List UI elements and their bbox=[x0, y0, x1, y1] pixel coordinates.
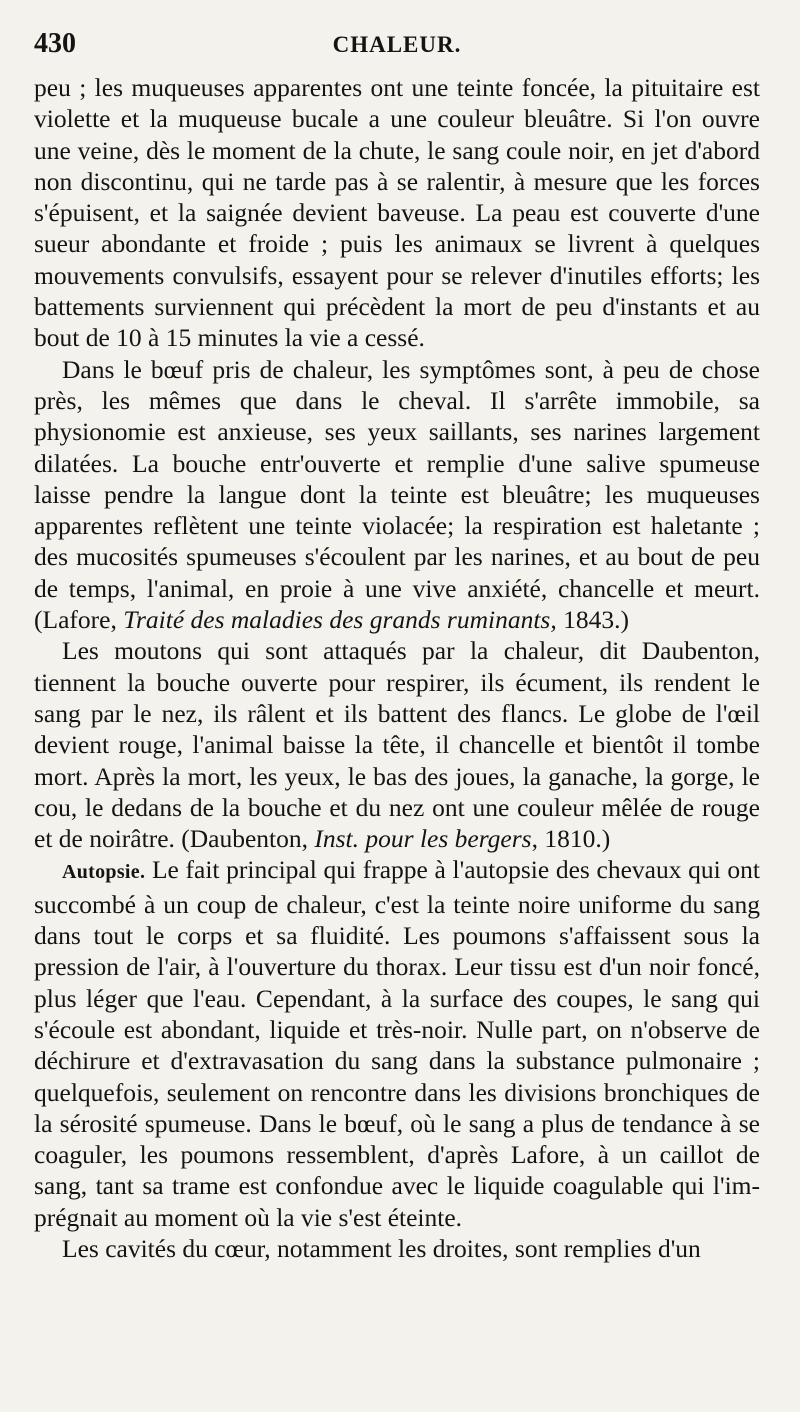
page-number: 430 bbox=[34, 28, 76, 59]
citation-daubenton: Inst. pour les bergers bbox=[314, 824, 532, 854]
page-header bbox=[34, 28, 760, 60]
paragraph-4-text: Le fait principal qui frappe à l'autopsie des chevaux qui ont succombé à un coup de chaleur, c'est la teinte noire uniforme du sang dans tout le corps et sa fluidité. Les poumons s'affaissent sous la pression de l'air, à l'ouverture du thorax. Leur tissu est d'un noir foncé, plus léger que l'eau. Cependant, à la surface des coupes, le sang qui s'écoule est abondant, liquide et très-noir. Nulle part, on n'observe de déchirure et d'extravasation du sang dans la substance pulmonaire ; quelquefois, seulement on rencontre dans les divisions bronchiques de la sérosité spumeuse. Dans le bœuf, où le sang a plus de tendance à se coaguler, les poumons ressemblent, d'après Lafore, à un caillot de sang, tant sa trame est confondue avec le liquide coagulable qui l'imprégnait au moment où la vie s'est éteinte. bbox=[34, 855, 760, 1232]
running-title: CHALEUR. bbox=[332, 32, 462, 57]
paragraph-1: peu ; les muqueuses apparentes ont une teinte foncée, la pituitaire est violette et la muqueuse bucale a une couleur bleuâtre. Si l'on ouvre une veine, dès le moment de la chute, le sang coule noir, en jet d'abord non discontinu, qui ne tarde pas à se ralentir, à mesure que les forces s'épuisent, et la saignée devient baveuse. La peau est couverte d'une sueur abondante et froide ; puis les animaux se livrent à quelques mouvements convulsifs, essayent pour se relever d'inutiles efforts; les battements surviennent qui précèdent la mort de peu d'instants et au bout de 10 à 15 minutes la vie a cessé. bbox=[34, 73, 760, 353]
paragraph-2-end: 1843.) bbox=[556, 605, 629, 635]
citation-lafore: Traité des maladies des grands ruminants, bbox=[123, 605, 557, 635]
section-label-autopsie: Autopsie. bbox=[62, 861, 146, 884]
paragraph-2 bbox=[34, 354, 760, 636]
paragraph-5: Les cavités du cœur, notamment les droites, sont remplies d'un bbox=[62, 1233, 701, 1263]
body-text bbox=[34, 72, 760, 1264]
paragraph-4 bbox=[34, 854, 760, 1233]
paragraph-2-text: Dans le bœuf pris de chaleur, les symptômes sont, à peu de chose près, les mêmes que dans le cheval. Il s'arrête immobile, sa physionomie est anxieuse, ses yeux saillants, ses narines largement dilatées. La bouche entr'ouverte et remplie d'une salive spumeuse laisse pendre la langue dont la teinte est bleuâtre; les muqueuses apparentes reflètent une teinte violacée; la respiration est haletante ; des mucosités spumeuses s'écoulent par les narines, et au bout de peu de temps, l'animal, en proie à une vive anxiété, chancelle et meurt. (Lafore, bbox=[34, 354, 760, 635]
paragraph-3-text: Les moutons qui sont attaqués par la chaleur, dit Daubenton, tiennent la bouche ouverte pour respirer, ils écument, ils rendent le sang par le nez, ils râlent et ils battent des flancs. Le globe de l'œil devient rouge, l'animal baisse la tête, il chancelle et bientôt il tombe mort. Après la mort, les yeux, le bas des joues, la ganache, la gorge, le cou, le dedans de la bouche et du nez ont une couleur mêlée de rouge et de noirâtre. (Daubenton, bbox=[34, 636, 760, 854]
paragraph-3 bbox=[34, 635, 760, 854]
paragraph-3-end: , 1810.) bbox=[531, 824, 611, 854]
